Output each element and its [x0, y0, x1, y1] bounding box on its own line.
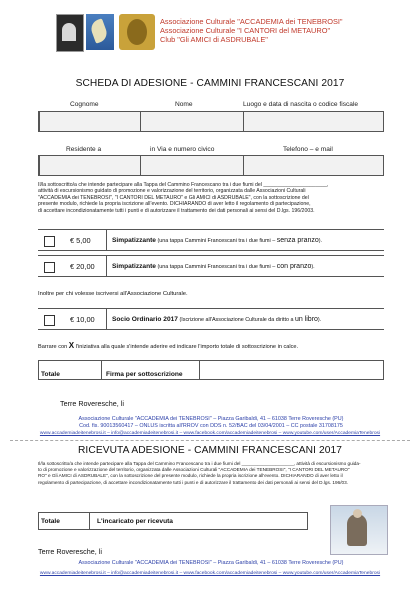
total-signature-row — [38, 360, 384, 380]
option-20-price: € 20,00 — [70, 262, 95, 271]
receipt-illustration — [330, 505, 388, 555]
header-residente: Residente a — [66, 146, 102, 153]
telefono-field[interactable] — [243, 156, 383, 175]
receipt-footer: Associazione Culturale "ACCADEMIA dei TENEBROSI" – Piazza Garibaldi, 41 – 61038 Terre Roveresche (PU) — [78, 560, 344, 566]
option-row-member — [38, 308, 384, 330]
option-20-description: Simpatizzante (una tappa Cammini Francescani tra i due fiumi – con pranzo). — [112, 263, 315, 270]
residente-field[interactable] — [39, 156, 141, 175]
receipt-title: RICEVUTA ADESIONE - CAMMINI FRANCESCANI 2017 — [77, 445, 343, 456]
option-row-5 — [38, 229, 384, 251]
logo-tenebrosi — [56, 14, 84, 52]
receipt-total-row — [38, 512, 308, 530]
header-line-1: Associazione Culturale "ACCADEMIA dei TENEBROSI" — [160, 17, 343, 26]
member-description: Socio Ordinario 2017 (Iscrizione all'Associazione Culturale da diritto a un libro). — [112, 316, 322, 323]
receipt-total-label: Totale — [41, 518, 60, 525]
place-date: Terre Roveresche, li — [60, 399, 124, 408]
receipt-place-date: Terre Roveresche, li — [38, 547, 102, 556]
option-row-20 — [38, 255, 384, 277]
header-luogo: Luogo e data di nascita o codice fiscale — [243, 101, 359, 108]
cognome-field[interactable] — [39, 112, 141, 131]
total-label: Totale — [41, 371, 60, 378]
declaration-text: Il/la sottoscritto/a che intende partecipare alla Tappa del Cammino Francescano tra i due fiumi del ______________________, attività di escursionismo guidato di promozione e valorizzazione del territorio, organizzata dalle Associazioni Culturali "ACCADEMIA dei TENEBROSI", "I CANTORI DEL METAURO" e Gli AMICI di ASDRUBALE", con la sottoscrizione del presente modulo, richiede la propria iscrizione all'evento. DICHIARANDO di aver letto il regolamento di partecipazione, di accettare incondizionatamente tutti i punti e di autorizzare il trattamento dei dati personali ai sensi del D.lgs. 196/2003. — [38, 182, 329, 214]
option-5-price: € 5,00 — [70, 236, 91, 245]
option-5-checkbox[interactable] — [44, 236, 55, 247]
logo-asdrubale — [119, 14, 155, 50]
address-fields — [38, 155, 384, 176]
instruction-text: Barrare con X l'iniziativa alla quale s'intende aderire ed indicare l'importo totale di sottoscrizione in calce. — [38, 341, 299, 350]
header-line-2: Associazione Culturale "I CANTORI del METAURO" — [160, 26, 331, 35]
form-footer: Associazione Culturale "ACCADEMIA dei TENEBROSI" – Piazza Garibaldi, 41 – 61038 Terre Roveresche (PU) Cod. fis. 90013560417 – ONLUS iscritta all'RROV con DDS n. 52/BAC del 03/04/2001 – CC postale 31708175 — [78, 416, 344, 429]
member-price: € 10,00 — [70, 315, 95, 324]
header-line-3: Club "Gli AMICI di ASDRUBALE" — [160, 35, 268, 44]
member-checkbox[interactable] — [44, 315, 55, 326]
member-intro: Inoltre per chi volesse iscriversi all'Associazione Culturale. — [38, 291, 188, 297]
form-links[interactable]: www.accademiadeitenebrosi.it – info@accademiadeitenebrosi.it – www.facebook.com/accademiadeitenebrosi – www.youtube.com/user/AccademiaTenebrosi — [39, 431, 381, 436]
receipt-links[interactable]: www.accademiadeitenebrosi.it – info@accademiadeitenebrosi.it – www.facebook.com/accademiadeitenebrosi – www.youtube.com/user/AccademiaTenebrosi — [39, 571, 381, 576]
signature-label: Firma per sottoscrizione — [106, 371, 183, 378]
nome-field[interactable] — [140, 112, 244, 131]
receipt-text: Il/la sottoscritto/a che intende partecipare alla Tappa del Cammino Francescano tra i due fiumi del ____________________, attività di escursionismo guida- to di promozione e valorizzazione del territorio, organizzata dalle Associazioni Culturali "ACCADEMIA dei TENEBROSI", "I CANTORI DEL METAURO" RO" e Gli AMICI di ASDRUBALE", con la sottoscrizione del presente modulo, richiede la propria iscrizione all'evento. DICHIARANDO di aver letto il regolamento di partecipazione, di accettare incondizionatamente tutti i punti e di autorizzare il trattamento dei dati personali ai sensi del D.lgs. 196/03. — [38, 461, 361, 485]
header-cognome: Cognome — [70, 101, 99, 108]
luogo-field[interactable] — [243, 112, 383, 131]
via-field[interactable] — [140, 156, 244, 175]
receipt-agent-label: L'incaricato per ricevuta — [97, 518, 173, 525]
header-telefono: Telefono – e mail — [283, 146, 333, 153]
form-title: SCHEDA DI ADESIONE - CAMMINI FRANCESCANI 2017 — [75, 78, 345, 89]
option-20-checkbox[interactable] — [44, 262, 55, 273]
header-nome: Nome — [175, 101, 193, 108]
logo-cantori — [86, 14, 114, 50]
option-5-description: Simpatizzante (una tappa Cammini Francescani tra i due fiumi – senza pranzo). — [112, 237, 323, 244]
identity-fields — [38, 111, 384, 132]
header-via: in Via e numero civico — [150, 146, 215, 153]
